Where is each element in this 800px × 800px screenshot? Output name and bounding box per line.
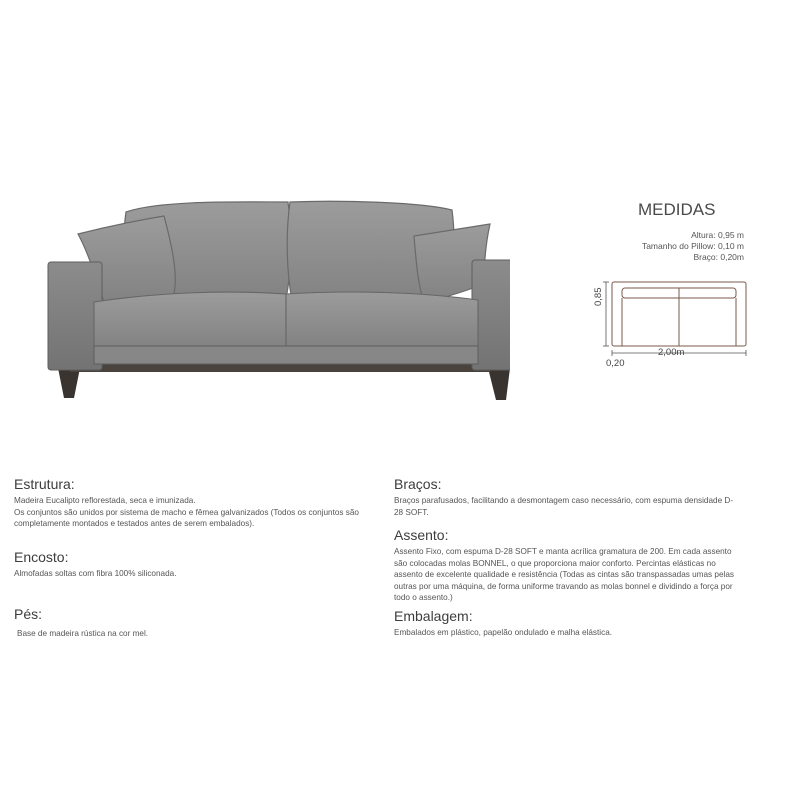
assento-title: Assento: xyxy=(394,527,449,543)
width-dimension-label: 2,00m xyxy=(658,347,685,358)
arm-dimension-label: 0,20 xyxy=(606,358,625,369)
pillow-spec: Tamanho do Pillow: 0,10 m xyxy=(641,241,744,251)
assento-text-3: assento de excelente qualidade e resistência (Todas as cintas são transpassadas umas pelas xyxy=(394,570,734,580)
sofa-image xyxy=(40,190,510,410)
estrutura-text-2: Os conjuntos são unidos por sistema de macho e fêmea galvanizados (Todos os conjuntos são xyxy=(14,507,359,517)
pes-text-1: Base de madeira rústica na cor mel. xyxy=(17,629,149,638)
encosto-text-1: Almofadas soltas com fibra 100% siliconada. xyxy=(14,569,177,578)
assento-text-5: todo o assento.) xyxy=(394,593,453,603)
estrutura-text-1: Madeira Eucalipto reflorestada, seca e imunizada. xyxy=(14,496,196,505)
estrutura-text-3: completamente montados e testados antes de serem embalados). xyxy=(14,519,255,529)
assento-text-1: Assento Fixo, com espuma D-28 SOFT e manta acrílica gramatura de 200. Em cada assento xyxy=(394,547,732,556)
pes-title: Pés: xyxy=(14,606,43,622)
bracos-title: Braços: xyxy=(394,476,442,492)
embalagem-text-1: Embalados em plástico, papelão ondulado e malha elástica. xyxy=(394,628,613,637)
embalagem-title: Embalagem: xyxy=(394,608,473,624)
height-dimension-label: 0,85 xyxy=(593,287,604,306)
assento-text-4: outras por uma máquina, de forma uniforme travando as molas bonnel e dividindo a força por xyxy=(394,581,733,591)
section-estrutura xyxy=(14,476,384,530)
section-bracos xyxy=(394,476,774,518)
height-spec: Altura: 0,95 m xyxy=(691,230,744,240)
section-assento xyxy=(394,527,774,604)
measures-title: MEDIDAS xyxy=(638,200,716,219)
assento-text-2: são colocadas molas BONNEL, o que proporciona maior conforto. Percintas elásticas no xyxy=(394,558,716,568)
section-embalagem xyxy=(394,608,774,639)
bracos-text-2: 28 SOFT. xyxy=(394,507,429,517)
measures-panel xyxy=(560,198,760,378)
section-encosto xyxy=(14,549,384,580)
estrutura-title: Estrutura: xyxy=(14,476,75,492)
encosto-title: Encosto: xyxy=(14,549,69,565)
bracos-text-1: Braços parafusados, facilitando a desmontagem caso necessário, com espuma densidade D- xyxy=(394,496,734,505)
sofa-base xyxy=(94,346,478,364)
arm-spec: Braço: 0,20m xyxy=(693,252,744,262)
seat-cushions xyxy=(94,292,478,348)
section-pes xyxy=(14,606,384,640)
sofa-legs xyxy=(58,362,510,400)
